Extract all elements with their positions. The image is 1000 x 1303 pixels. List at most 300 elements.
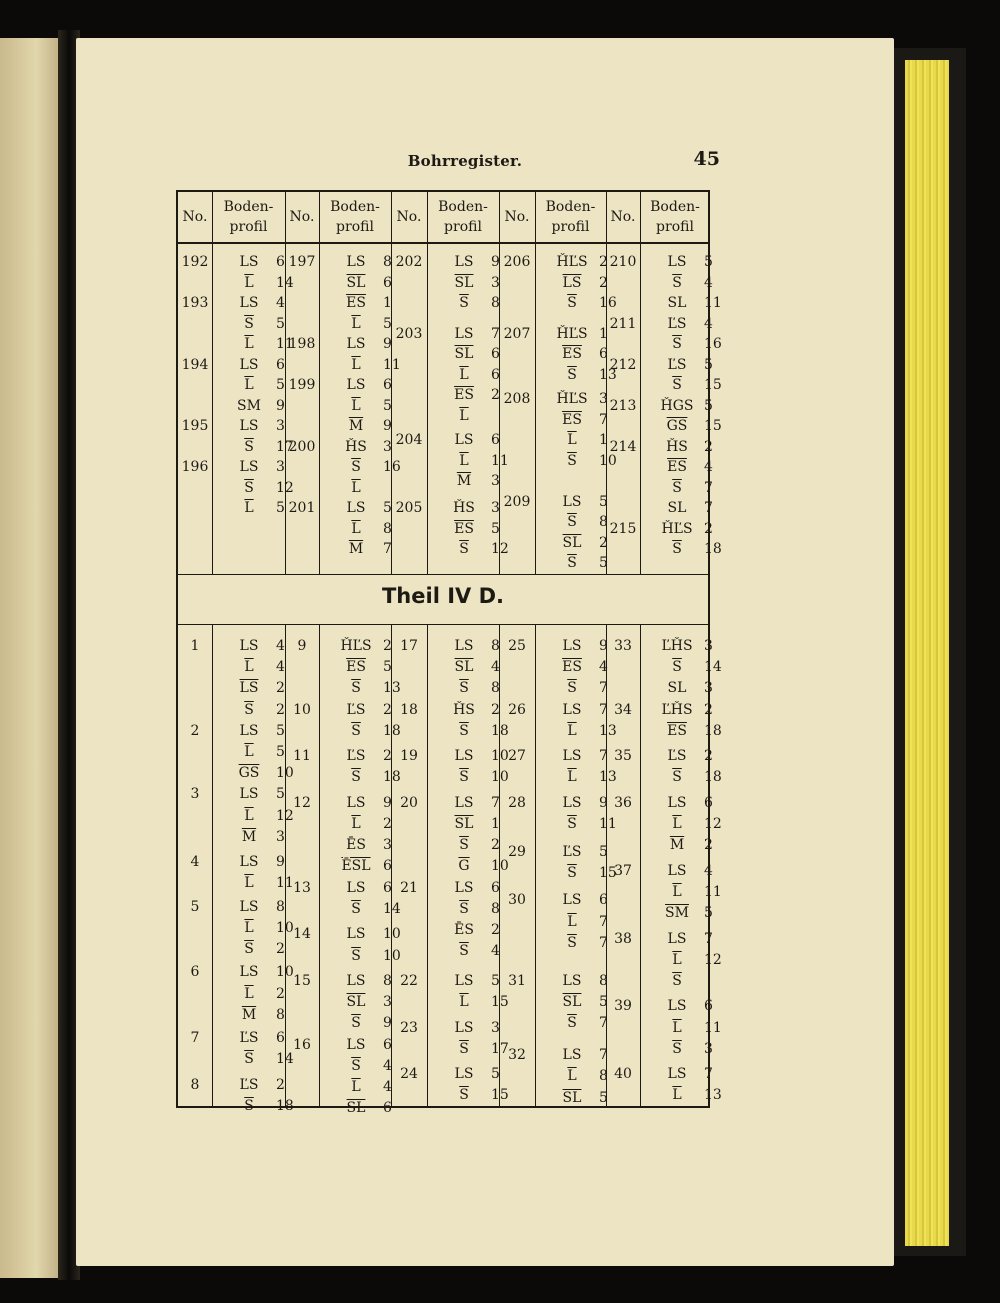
soil-layer: LS — [667, 998, 687, 1015]
layer-depth: 8 — [599, 514, 608, 531]
layer-depth: 3 — [704, 1040, 713, 1057]
soil-layer: $\overline{ES}$ — [667, 459, 687, 475]
soil-layer: $\overline{L}$ — [244, 274, 254, 291]
soil-layer: ĽS — [667, 748, 687, 765]
header-bodenprofil: Boden- profil — [330, 199, 380, 235]
layer-depth: 8 — [276, 898, 285, 915]
layer-depth: 6 — [599, 346, 608, 363]
layer-depth: 2 — [704, 701, 713, 718]
entry-number: 201 — [288, 500, 316, 516]
no-column-divider — [427, 624, 428, 1106]
layer-depth: 4 — [599, 659, 608, 676]
layer-depth: 7 — [599, 701, 608, 718]
layer-depth: 4 — [491, 659, 500, 676]
layer-depth: 9 — [491, 254, 500, 270]
soil-layer: $\overline{L}$ — [351, 356, 361, 373]
soil-layer: $\overline{S}$ — [244, 438, 254, 455]
entry-number: 6 — [190, 964, 200, 981]
soil-layer: LS — [239, 418, 259, 434]
soil-layer: LS — [562, 748, 582, 765]
soil-layer: SL — [667, 295, 687, 311]
entry-number: 12 — [293, 794, 311, 811]
layer-depth: 7 — [704, 930, 713, 947]
layer-depth: 5 — [704, 254, 713, 270]
entry-number: 35 — [614, 748, 632, 765]
layer-depth: 6 — [383, 1100, 392, 1117]
layer-depth: 2 — [276, 941, 285, 958]
header-bodenprofil: Boden- profil — [223, 199, 274, 235]
entry-number: 3 — [190, 786, 200, 803]
soil-layer: LS — [239, 786, 259, 803]
layer-depth: 1 — [599, 432, 608, 449]
layer-depth: 2 — [276, 680, 285, 697]
entry-number: 20 — [400, 794, 418, 811]
layer-depth: 3 — [276, 828, 285, 845]
soil-layer: $\overline{L}$ — [567, 432, 577, 449]
soil-layer: LS — [346, 336, 366, 352]
entry-number: 28 — [508, 794, 526, 811]
header-rule — [178, 242, 708, 244]
no-column-divider — [212, 192, 213, 574]
entry-number: 204 — [395, 432, 423, 449]
entry-number: 207 — [503, 325, 531, 342]
layer-depth: 7 — [383, 541, 392, 557]
entry-number: 39 — [614, 998, 632, 1015]
soil-layer: LS — [454, 254, 474, 270]
entry-number: 193 — [181, 295, 209, 311]
soil-layer: $\overline{M}$ — [241, 1006, 257, 1023]
layer-depth: 4 — [276, 638, 285, 654]
soil-layer: $\overline{L}$ — [567, 913, 577, 930]
layer-depth: 11 — [704, 1019, 722, 1036]
layer-depth: 1 — [383, 295, 392, 311]
soil-layer: $\overline{S}$ — [459, 837, 469, 854]
soil-layer: $\overline{ES}$ — [562, 659, 582, 676]
layer-depth: 17 — [491, 1040, 509, 1057]
soil-layer: LS — [454, 879, 474, 896]
layer-depth: 6 — [704, 998, 713, 1015]
entry-number: 5 — [190, 898, 200, 915]
soil-layer: LS — [667, 1066, 687, 1083]
soil-layer: LS — [239, 722, 259, 739]
soil-layer: ĽS — [239, 1030, 259, 1047]
layer-depth: 8 — [383, 254, 392, 270]
entry-number: 23 — [400, 1019, 418, 1036]
entry-number: 197 — [288, 254, 316, 270]
layer-depth: 2 — [704, 837, 713, 854]
soil-layer: $\overline{S}$ — [244, 701, 254, 718]
soil-layer: LS — [239, 295, 259, 311]
soil-layer: $\overline{SL}$ — [562, 994, 582, 1011]
entry-number: 208 — [503, 391, 531, 408]
layer-depth: 11 — [276, 336, 294, 352]
layer-depth: 3 — [704, 638, 713, 654]
entry-number: 30 — [508, 892, 526, 909]
layer-depth: 2 — [383, 748, 392, 765]
soil-layer: $\overline{L}$ — [351, 816, 361, 833]
entry-number: 18 — [400, 701, 418, 718]
entry-number: 9 — [297, 638, 307, 654]
no-column-divider — [319, 192, 320, 574]
entry-number: 32 — [508, 1047, 526, 1064]
soil-layer: $\overline{S}$ — [351, 769, 361, 786]
soil-layer: $\overline{L}$ — [672, 1087, 682, 1104]
soil-layer: LS — [562, 701, 582, 718]
soil-layer: $\overline{ES}$ — [562, 411, 582, 428]
soil-layer: LS — [239, 898, 259, 915]
layer-depth: 11 — [599, 816, 617, 833]
soil-layer: $\overline{S}$ — [351, 722, 361, 739]
layer-depth: 5 — [491, 520, 500, 537]
layer-depth: 7 — [599, 1047, 608, 1064]
soil-layer: $\overline{S}$ — [672, 336, 682, 352]
layer-depth: 14 — [704, 659, 722, 676]
layer-depth: 7 — [704, 500, 713, 516]
soil-layer: $\overline{M}$ — [456, 473, 472, 490]
entry-number: 1 — [190, 638, 200, 654]
layer-depth: 4 — [704, 862, 713, 879]
layer-depth: 8 — [491, 680, 500, 697]
soil-layer: $\overline{M}$ — [348, 541, 364, 557]
soil-layer: LS — [239, 254, 259, 270]
entry-number: 205 — [395, 500, 423, 516]
soil-layer: ĽS — [562, 843, 582, 860]
entry-number: 8 — [190, 1076, 200, 1093]
soil-layer: LS — [667, 930, 687, 947]
soil-layer: $\overline{L}$ — [244, 985, 254, 1002]
layer-depth: 9 — [276, 854, 285, 871]
soil-layer: $\overline{S}$ — [459, 769, 469, 786]
layer-depth: 8 — [491, 295, 500, 311]
layer-depth: 5 — [599, 1089, 608, 1106]
layer-depth: 5 — [599, 994, 608, 1011]
entry-number: 211 — [609, 315, 637, 332]
layer-depth: 9 — [383, 794, 392, 811]
layer-depth: 7 — [491, 325, 500, 342]
no-column-divider — [640, 192, 641, 574]
soil-layer: ĽS — [667, 315, 687, 332]
soil-layer: LS — [454, 638, 474, 654]
entry-number: 199 — [288, 377, 316, 393]
soil-layer: ĒS — [454, 922, 474, 939]
soil-layer: $\overline{S}$ — [567, 816, 577, 833]
entry-number: 13 — [293, 879, 311, 896]
soil-layer: ĽS — [667, 356, 687, 373]
layer-depth: 4 — [383, 1057, 392, 1074]
entry-number: 196 — [181, 459, 209, 475]
soil-layer: $\overline{L}$ — [244, 919, 254, 936]
soil-layer: ĽS — [346, 701, 366, 718]
soil-layer: LS — [454, 1066, 474, 1083]
layer-depth: 2 — [383, 701, 392, 718]
layer-depth: 5 — [276, 315, 285, 332]
soil-layer: LS — [239, 356, 259, 373]
soil-layer: $\overline{L}$ — [459, 366, 469, 383]
entry-number: 26 — [508, 701, 526, 718]
header-no: No. — [504, 209, 530, 225]
soil-layer: $\overline{ES}$ — [667, 722, 687, 739]
layer-depth: 5 — [383, 500, 392, 516]
soil-layer: $\overline{ES}$ — [562, 346, 582, 363]
soil-layer: ȞĽS — [556, 254, 588, 270]
layer-depth: 5 — [704, 397, 713, 414]
layer-depth: 11 — [383, 356, 401, 373]
layer-depth: 7 — [599, 934, 608, 951]
layer-depth: 3 — [491, 500, 500, 516]
soil-layer: $\overline{S}$ — [672, 1040, 682, 1057]
layer-depth: 4 — [704, 274, 713, 291]
soil-layer: ȞS — [666, 438, 688, 455]
layer-depth: 4 — [704, 459, 713, 475]
soil-layer: $\overline{L}$ — [567, 722, 577, 739]
soil-layer: $\overline{L}$ — [244, 336, 254, 352]
soil-layer: $\overline{L}$ — [351, 520, 361, 537]
soil-layer: $\overline{ES}$ — [454, 520, 474, 537]
layer-depth: 5 — [491, 972, 500, 989]
soil-layer: $\overline{G}$ — [458, 858, 470, 875]
soil-layer: $\overline{L}$ — [672, 1019, 682, 1036]
layer-depth: 7 — [599, 913, 608, 930]
soil-layer: $\overline{S}$ — [567, 514, 577, 531]
soil-layer: $\overline{SL}$ — [346, 994, 366, 1011]
soil-layer: $\overline{S}$ — [244, 941, 254, 958]
layer-depth: 9 — [383, 418, 392, 434]
soil-layer: LS — [346, 500, 366, 516]
header-bodenprofil: Boden- profil — [438, 199, 488, 235]
soil-layer: LS — [346, 254, 366, 270]
layer-depth: 4 — [491, 943, 500, 960]
no-column-divider — [427, 192, 428, 574]
entry-number: 33 — [614, 638, 632, 654]
layer-depth: 2 — [704, 748, 713, 765]
soil-layer: $\overline{L}$ — [244, 659, 254, 676]
soil-layer: $\overline{L}$ — [459, 994, 469, 1011]
soil-layer: ȞS — [345, 438, 367, 455]
layer-depth: 6 — [383, 377, 392, 393]
layer-depth: 10 — [491, 748, 509, 765]
layer-depth: 7 — [599, 680, 608, 697]
soil-layer: $\overline{S}$ — [459, 900, 469, 917]
soil-layer: $\overline{S}$ — [459, 943, 469, 960]
soil-layer: $\overline{S}$ — [672, 377, 682, 393]
layer-depth: 10 — [276, 919, 294, 936]
layer-depth: 11 — [491, 452, 509, 469]
column-divider — [499, 192, 500, 574]
soil-layer: $\overline{L}$ — [672, 951, 682, 968]
entry-number: 195 — [181, 418, 209, 434]
soil-layer: $\overline{S}$ — [244, 1098, 254, 1115]
soil-layer: LS — [454, 794, 474, 811]
soil-layer: $\overline{L}$ — [351, 397, 361, 414]
entry-number: 25 — [508, 638, 526, 654]
layer-depth: 6 — [276, 356, 285, 373]
soil-layer: $\overline{ES}$ — [346, 659, 366, 676]
page-block-edge — [905, 60, 949, 1246]
soil-layer: ȞĽS — [340, 638, 372, 654]
soil-layer: $\overline{S}$ — [672, 972, 682, 989]
layer-depth: 6 — [491, 366, 500, 383]
soil-layer: LS — [454, 325, 474, 342]
soil-layer: LS — [346, 926, 366, 943]
soil-layer: $\overline{L}$ — [459, 452, 469, 469]
soil-layer: SL — [667, 500, 687, 516]
layer-depth: 8 — [491, 900, 500, 917]
no-column-divider — [535, 624, 536, 1106]
layer-depth: 3 — [491, 473, 500, 490]
soil-layer: $\overline{L}$ — [351, 315, 361, 332]
layer-depth: 9 — [383, 336, 392, 352]
layer-depth: 5 — [383, 315, 392, 332]
soil-layer: $\overline{S}$ — [567, 295, 577, 311]
entry-number: 24 — [400, 1066, 418, 1083]
header-no: No. — [182, 209, 208, 225]
layer-depth: 4 — [383, 1078, 392, 1095]
soil-layer: LS — [454, 748, 474, 765]
layer-depth: 3 — [383, 438, 392, 455]
layer-depth: 15 — [491, 994, 509, 1011]
soil-layer: $\overline{ES}$ — [454, 387, 474, 404]
layer-depth: 18 — [383, 722, 401, 739]
layer-depth: 2 — [383, 816, 392, 833]
layer-depth: 3 — [704, 680, 713, 697]
soil-layer: LS — [667, 254, 687, 270]
layer-depth: 6 — [383, 274, 392, 291]
entry-number: 4 — [190, 854, 200, 871]
layer-depth: 2 — [704, 520, 713, 537]
section-rule-bottom — [178, 624, 708, 625]
layer-depth: 8 — [276, 1006, 285, 1023]
soil-layer: $\overline{S}$ — [672, 769, 682, 786]
layer-depth: 17 — [276, 438, 294, 455]
layer-depth: 13 — [383, 680, 401, 697]
layer-depth: 6 — [491, 432, 500, 449]
layer-depth: 18 — [491, 722, 509, 739]
layer-depth: 5 — [383, 659, 392, 676]
soil-layer: LS — [562, 972, 582, 989]
layer-depth: 6 — [491, 346, 500, 363]
soil-layer: ȞĽS — [556, 391, 588, 408]
layer-depth: 18 — [704, 769, 722, 786]
layer-depth: 12 — [704, 816, 722, 833]
soil-layer: LS — [346, 377, 366, 393]
layer-depth: 7 — [599, 1015, 608, 1032]
layer-depth: 7 — [491, 794, 500, 811]
layer-depth: 12 — [276, 807, 294, 824]
layer-depth: 3 — [383, 994, 392, 1011]
no-column-divider — [319, 624, 320, 1106]
soil-layer: $\overline{ES}$ — [346, 295, 366, 311]
soil-layer: $\overline{S}$ — [351, 459, 361, 475]
entry-number: 38 — [614, 930, 632, 947]
layer-depth: 3 — [491, 274, 500, 291]
entry-number: 194 — [181, 356, 209, 373]
layer-depth: 10 — [491, 858, 509, 875]
layer-depth: 6 — [383, 858, 392, 875]
layer-depth: 10 — [383, 947, 401, 964]
soil-layer: $\overline{S}$ — [459, 1087, 469, 1104]
page-number: 45 — [693, 148, 720, 170]
entry-number: 27 — [508, 748, 526, 765]
soil-layer: $\overline{L}$ — [244, 875, 254, 892]
layer-depth: 10 — [383, 926, 401, 943]
layer-depth: 8 — [599, 972, 608, 989]
soil-layer: LS — [346, 879, 366, 896]
entry-number: 15 — [293, 972, 311, 989]
layer-depth: 1 — [599, 325, 608, 342]
entry-number: 210 — [609, 254, 637, 270]
layer-depth: 16 — [383, 459, 401, 475]
layer-depth: 8 — [383, 520, 392, 537]
layer-depth: 7 — [704, 479, 713, 496]
layer-depth: 11 — [276, 875, 294, 892]
layer-depth: 9 — [276, 397, 285, 414]
entry-number: 16 — [293, 1036, 311, 1053]
layer-depth: 16 — [599, 295, 617, 311]
layer-depth: 3 — [276, 459, 285, 475]
layer-depth: 2 — [704, 438, 713, 455]
soil-layer: LS — [562, 638, 582, 654]
soil-layer: $\overline{S}$ — [567, 1015, 577, 1032]
layer-depth: 5 — [276, 500, 285, 516]
soil-layer: $\overline{M}$ — [348, 418, 364, 434]
no-column-divider — [212, 624, 213, 1106]
soil-layer: $\overline{S}$ — [567, 680, 577, 697]
header-no: No. — [610, 209, 636, 225]
entry-number: 10 — [293, 701, 311, 718]
layer-depth: 9 — [599, 638, 608, 654]
layer-depth: 2 — [491, 922, 500, 939]
entry-number: 192 — [181, 254, 209, 270]
entry-number: 215 — [609, 520, 637, 537]
layer-depth: 15 — [704, 418, 722, 434]
soil-layer: $\overline{L}$ — [244, 500, 254, 516]
soil-layer: $\overline{LS}$ — [562, 274, 582, 291]
soil-layer: $\overline{S}$ — [459, 722, 469, 739]
soil-layer: $\overline{SL}$ — [454, 346, 474, 363]
layer-depth: 3 — [599, 391, 608, 408]
soil-layer: $\overline{SL}$ — [562, 534, 582, 551]
soil-layer: LS — [562, 794, 582, 811]
soil-layer: $\overline{M}$ — [241, 828, 257, 845]
soil-layer: LS — [239, 854, 259, 871]
layer-depth: 5 — [491, 1066, 500, 1083]
entry-number: 203 — [395, 325, 423, 342]
soil-layer: LS — [667, 794, 687, 811]
soil-layer: LS — [239, 964, 259, 981]
soil-layer: $\overline{SL}$ — [346, 274, 366, 291]
layer-depth: 14 — [383, 900, 401, 917]
entry-number: 36 — [614, 794, 632, 811]
layer-depth: 3 — [383, 837, 392, 854]
soil-layer: $\overline{L}$ — [459, 407, 469, 424]
entry-number: 202 — [395, 254, 423, 270]
soil-layer: $\overline{SM}$ — [665, 905, 689, 922]
entry-number: 29 — [508, 843, 526, 860]
section-rule-top — [178, 574, 708, 575]
soil-layer: $\overline{L}$ — [672, 883, 682, 900]
layer-depth: 13 — [599, 366, 617, 383]
layer-depth: 18 — [704, 722, 722, 739]
soil-layer: $\overline{S}$ — [567, 366, 577, 383]
bohrregister-table — [176, 190, 722, 1117]
soil-layer: LS — [667, 862, 687, 879]
no-column-divider — [535, 192, 536, 574]
soil-layer: $\overline{SL}$ — [454, 659, 474, 676]
layer-depth: 2 — [599, 534, 608, 551]
layer-depth: 2 — [276, 1076, 285, 1093]
layer-depth: 10 — [491, 769, 509, 786]
layer-depth: 6 — [383, 1036, 392, 1053]
